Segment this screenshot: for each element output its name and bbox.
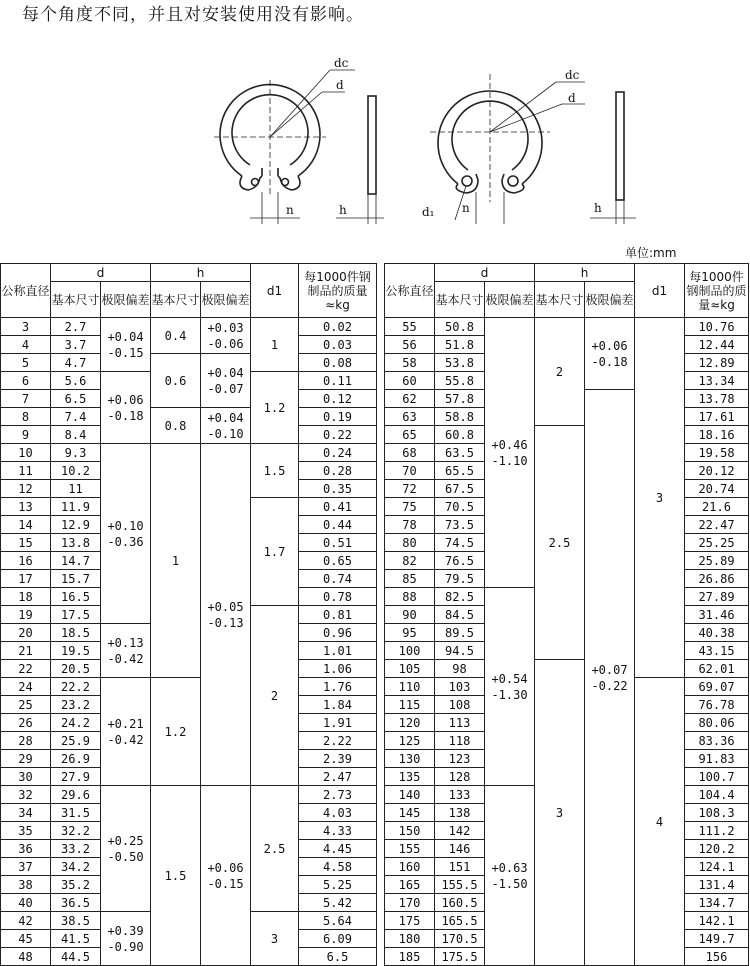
mass-cell: 0.65 — [299, 552, 377, 570]
mass-cell: 0.08 — [299, 354, 377, 372]
col-header-h-basic: 基本尺寸 — [151, 282, 201, 318]
nominal-diameter-cell: 60 — [385, 372, 435, 390]
d-basic-cell: 41.5 — [51, 930, 101, 948]
mass-cell: 142.1 — [685, 912, 749, 930]
nominal-diameter-cell: 78 — [385, 516, 435, 534]
col-header-h: h — [151, 264, 251, 282]
d1-cell: 3 — [635, 318, 685, 678]
d-basic-cell: 26.9 — [51, 750, 101, 768]
d-basic-cell: 98 — [435, 660, 485, 678]
d-basic-cell: 133 — [435, 786, 485, 804]
d-basic-cell: 25.9 — [51, 732, 101, 750]
nominal-diameter-cell: 16 — [1, 552, 51, 570]
nominal-diameter-cell: 34 — [1, 804, 51, 822]
d-basic-cell: 170.5 — [435, 930, 485, 948]
nominal-diameter-cell: 56 — [385, 336, 435, 354]
nominal-diameter-cell: 12 — [1, 480, 51, 498]
h-basic-cell: 2 — [535, 318, 585, 426]
nominal-diameter-cell: 30 — [1, 768, 51, 786]
nominal-diameter-cell: 105 — [385, 660, 435, 678]
nominal-diameter-cell: 28 — [1, 732, 51, 750]
h-tolerance-cell: +0.04 -0.07 — [201, 354, 251, 408]
mass-cell: 12.89 — [685, 354, 749, 372]
mass-cell: 131.4 — [685, 876, 749, 894]
d-tolerance-cell: +0.06 -0.18 — [101, 372, 151, 444]
nominal-diameter-cell: 65 — [385, 426, 435, 444]
nominal-diameter-cell: 35 — [1, 822, 51, 840]
mass-cell: 0.11 — [299, 372, 377, 390]
nominal-diameter-cell: 26 — [1, 714, 51, 732]
d-basic-cell: 12.9 — [51, 516, 101, 534]
nominal-diameter-cell: 63 — [385, 408, 435, 426]
nominal-diameter-cell: 80 — [385, 534, 435, 552]
d-basic-cell: 57.8 — [435, 390, 485, 408]
col-header-d: d — [51, 264, 151, 282]
d-basic-cell: 175.5 — [435, 948, 485, 966]
d-basic-cell: 32.2 — [51, 822, 101, 840]
d-basic-cell: 18.5 — [51, 624, 101, 642]
mass-cell: 120.2 — [685, 840, 749, 858]
mass-cell: 0.41 — [299, 498, 377, 516]
nominal-diameter-cell: 115 — [385, 696, 435, 714]
d-basic-cell: 4.7 — [51, 354, 101, 372]
h-tolerance-cell: +0.06 -0.18 — [585, 318, 635, 390]
mass-cell: 21.6 — [685, 498, 749, 516]
mass-cell: 156 — [685, 948, 749, 966]
mass-cell: 18.16 — [685, 426, 749, 444]
d-basic-cell: 24.2 — [51, 714, 101, 732]
nominal-diameter-cell: 20 — [1, 624, 51, 642]
mass-cell: 5.25 — [299, 876, 377, 894]
h-basic-cell: 1.2 — [151, 678, 201, 786]
mass-cell: 17.61 — [685, 408, 749, 426]
col-header-d-tol-right: 极限偏差 — [485, 282, 535, 318]
nominal-diameter-cell: 10 — [1, 444, 51, 462]
d-tolerance-cell: +0.46 -1.10 — [485, 318, 535, 588]
col-header-d-basic: 基本尺寸 — [51, 282, 101, 318]
d1-cell: 2.5 — [251, 786, 299, 912]
d-basic-cell: 108 — [435, 696, 485, 714]
nominal-diameter-cell: 100 — [385, 642, 435, 660]
mass-cell: 2.73 — [299, 786, 377, 804]
nominal-diameter-cell: 24 — [1, 678, 51, 696]
nominal-diameter-cell: 25 — [1, 696, 51, 714]
nominal-diameter-cell: 55 — [385, 318, 435, 336]
col-header-d-basic-right: 基本尺寸 — [435, 282, 485, 318]
d-basic-cell: 70.5 — [435, 498, 485, 516]
nominal-diameter-cell: 15 — [1, 534, 51, 552]
mass-cell: 0.12 — [299, 390, 377, 408]
d-basic-cell: 89.5 — [435, 624, 485, 642]
d-basic-cell: 16.5 — [51, 588, 101, 606]
d-basic-cell: 13.8 — [51, 534, 101, 552]
table-row — [1, 678, 749, 696]
d1-cell: 1.7 — [251, 498, 299, 606]
d-basic-cell: 36.5 — [51, 894, 101, 912]
h-tolerance-cell: +0.03 -0.06 — [201, 318, 251, 354]
d-basic-cell: 33.2 — [51, 840, 101, 858]
d-basic-cell: 6.5 — [51, 390, 101, 408]
label-d-left: d — [336, 78, 344, 92]
nominal-diameter-cell: 120 — [385, 714, 435, 732]
d1-cell: 1 — [251, 318, 299, 372]
col-header-h-right: h — [535, 264, 635, 282]
mass-cell: 43.15 — [685, 642, 749, 660]
d1-cell: 1.5 — [251, 444, 299, 498]
h-tolerance-cell: +0.06 -0.15 — [201, 786, 251, 966]
h-basic-cell: 2.5 — [535, 426, 585, 660]
mass-cell: 134.7 — [685, 894, 749, 912]
nominal-diameter-cell: 180 — [385, 930, 435, 948]
d-basic-cell: 50.8 — [435, 318, 485, 336]
col-header-nominal-right: 公称直径 — [385, 264, 435, 318]
nominal-diameter-cell: 62 — [385, 390, 435, 408]
col-header-d-right: d — [435, 264, 535, 282]
nominal-diameter-cell: 38 — [1, 876, 51, 894]
col-header-d1-right: d1 — [635, 264, 685, 318]
h-tolerance-cell: +0.07 -0.22 — [585, 390, 635, 966]
h-basic-cell: 0.6 — [151, 354, 201, 408]
d-basic-cell: 27.9 — [51, 768, 101, 786]
nominal-diameter-cell: 175 — [385, 912, 435, 930]
d-basic-cell: 9.3 — [51, 444, 101, 462]
col-header-d-tol: 极限偏差 — [101, 282, 151, 318]
nominal-diameter-cell: 36 — [1, 840, 51, 858]
d-basic-cell: 15.7 — [51, 570, 101, 588]
nominal-diameter-cell: 150 — [385, 822, 435, 840]
d-tolerance-cell: +0.13 -0.42 — [101, 624, 151, 678]
d-basic-cell: 58.8 — [435, 408, 485, 426]
mass-cell: 91.83 — [685, 750, 749, 768]
mass-cell: 0.78 — [299, 588, 377, 606]
d-basic-cell: 76.5 — [435, 552, 485, 570]
col-header-mass: 每1000件钢制品的质量≈kg — [299, 264, 377, 318]
nominal-diameter-cell: 8 — [1, 408, 51, 426]
nominal-diameter-cell: 90 — [385, 606, 435, 624]
d-basic-cell: 165.5 — [435, 912, 485, 930]
mass-cell: 108.3 — [685, 804, 749, 822]
mass-cell: 4.03 — [299, 804, 377, 822]
d-basic-cell: 22.2 — [51, 678, 101, 696]
mass-cell: 19.58 — [685, 444, 749, 462]
mass-cell: 104.4 — [685, 786, 749, 804]
nominal-diameter-cell: 4 — [1, 336, 51, 354]
nominal-diameter-cell: 185 — [385, 948, 435, 966]
retaining-ring-diagram — [0, 52, 750, 242]
h-basic-cell: 3 — [535, 660, 585, 966]
d-basic-cell: 11 — [51, 480, 101, 498]
d-basic-cell: 94.5 — [435, 642, 485, 660]
nominal-diameter-cell: 165 — [385, 876, 435, 894]
d-basic-cell: 113 — [435, 714, 485, 732]
mass-cell: 5.64 — [299, 912, 377, 930]
d-basic-cell: 118 — [435, 732, 485, 750]
nominal-diameter-cell: 88 — [385, 588, 435, 606]
d-basic-cell: 123 — [435, 750, 485, 768]
d-tolerance-cell: +0.63 -1.50 — [485, 786, 535, 966]
d-basic-cell: 65.5 — [435, 462, 485, 480]
mass-cell: 10.76 — [685, 318, 749, 336]
nominal-diameter-cell: 135 — [385, 768, 435, 786]
nominal-diameter-cell: 13 — [1, 498, 51, 516]
label-d1-right: d₁ — [422, 205, 435, 219]
d-basic-cell: 3.7 — [51, 336, 101, 354]
d-basic-cell: 19.5 — [51, 642, 101, 660]
d-basic-cell: 79.5 — [435, 570, 485, 588]
d-basic-cell: 11.9 — [51, 498, 101, 516]
mass-cell: 0.19 — [299, 408, 377, 426]
d-basic-cell: 51.8 — [435, 336, 485, 354]
nominal-diameter-cell: 155 — [385, 840, 435, 858]
col-header-mass-right: 每1000件钢制品的质量≈kg — [685, 264, 749, 318]
d-basic-cell: 34.2 — [51, 858, 101, 876]
mass-cell: 13.34 — [685, 372, 749, 390]
mass-cell: 0.35 — [299, 480, 377, 498]
d-basic-cell: 8.4 — [51, 426, 101, 444]
nominal-diameter-cell: 130 — [385, 750, 435, 768]
d-basic-cell: 160.5 — [435, 894, 485, 912]
nominal-diameter-cell: 140 — [385, 786, 435, 804]
mass-cell: 1.01 — [299, 642, 377, 660]
dimension-table — [0, 263, 749, 966]
mass-cell: 1.91 — [299, 714, 377, 732]
d-basic-cell: 146 — [435, 840, 485, 858]
label-dc-right: dc — [565, 68, 580, 82]
col-header-nominal: 公称直径 — [1, 264, 51, 318]
mass-cell: 26.86 — [685, 570, 749, 588]
nominal-diameter-cell: 95 — [385, 624, 435, 642]
d1-cell: 4 — [635, 678, 685, 966]
h-basic-cell: 0.8 — [151, 408, 201, 444]
nominal-diameter-cell: 160 — [385, 858, 435, 876]
d-tolerance-cell: +0.10 -0.36 — [101, 444, 151, 624]
mass-cell: 2.47 — [299, 768, 377, 786]
mass-cell: 80.06 — [685, 714, 749, 732]
mass-cell: 0.44 — [299, 516, 377, 534]
mass-cell: 76.78 — [685, 696, 749, 714]
d-basic-cell: 5.6 — [51, 372, 101, 390]
nominal-diameter-cell: 14 — [1, 516, 51, 534]
mass-cell: 22.47 — [685, 516, 749, 534]
d-basic-cell: 14.7 — [51, 552, 101, 570]
d-basic-cell: 38.5 — [51, 912, 101, 930]
nominal-diameter-cell: 29 — [1, 750, 51, 768]
nominal-diameter-cell: 11 — [1, 462, 51, 480]
mass-cell: 0.74 — [299, 570, 377, 588]
nominal-diameter-cell: 9 — [1, 426, 51, 444]
table-row — [1, 318, 749, 336]
d-tolerance-cell: +0.04 -0.15 — [101, 318, 151, 372]
h-basic-cell: 1.5 — [151, 786, 201, 966]
mass-cell: 2.22 — [299, 732, 377, 750]
d-basic-cell: 63.5 — [435, 444, 485, 462]
d-basic-cell: 35.2 — [51, 876, 101, 894]
d-basic-cell: 151 — [435, 858, 485, 876]
d1-cell: 2 — [251, 606, 299, 786]
d-basic-cell: 53.8 — [435, 354, 485, 372]
mass-cell: 1.06 — [299, 660, 377, 678]
mass-cell: 4.58 — [299, 858, 377, 876]
mass-cell: 40.38 — [685, 624, 749, 642]
nominal-diameter-cell: 68 — [385, 444, 435, 462]
mass-cell: 6.5 — [299, 948, 377, 966]
col-header-d1: d1 — [251, 264, 299, 318]
nominal-diameter-cell: 70 — [385, 462, 435, 480]
label-n-left: n — [286, 203, 294, 217]
mass-cell: 1.84 — [299, 696, 377, 714]
nominal-diameter-cell: 42 — [1, 912, 51, 930]
mass-cell: 0.03 — [299, 336, 377, 354]
mass-cell: 4.45 — [299, 840, 377, 858]
mass-cell: 1.76 — [299, 678, 377, 696]
h-basic-cell: 0.4 — [151, 318, 201, 354]
nominal-diameter-cell: 37 — [1, 858, 51, 876]
d-tolerance-cell: +0.54 -1.30 — [485, 588, 535, 786]
nominal-diameter-cell: 110 — [385, 678, 435, 696]
d-basic-cell: 23.2 — [51, 696, 101, 714]
d-basic-cell: 74.5 — [435, 534, 485, 552]
mass-cell: 0.24 — [299, 444, 377, 462]
nominal-diameter-cell: 170 — [385, 894, 435, 912]
d-basic-cell: 138 — [435, 804, 485, 822]
mass-cell: 0.28 — [299, 462, 377, 480]
label-d-right: d — [568, 91, 576, 105]
mass-cell: 6.09 — [299, 930, 377, 948]
col-header-h-tol-right: 极限偏差 — [585, 282, 635, 318]
d-basic-cell: 44.5 — [51, 948, 101, 966]
mass-cell: 13.78 — [685, 390, 749, 408]
d-basic-cell: 84.5 — [435, 606, 485, 624]
d-basic-cell: 82.5 — [435, 588, 485, 606]
mass-cell: 0.22 — [299, 426, 377, 444]
label-h-left: h — [339, 203, 347, 217]
d-basic-cell: 128 — [435, 768, 485, 786]
d-basic-cell: 55.8 — [435, 372, 485, 390]
table-gap — [377, 264, 385, 966]
unit-label: 单位:mm — [625, 246, 677, 260]
nominal-diameter-cell: 45 — [1, 930, 51, 948]
d-basic-cell: 67.5 — [435, 480, 485, 498]
mass-cell: 62.01 — [685, 660, 749, 678]
mass-cell: 0.81 — [299, 606, 377, 624]
nominal-diameter-cell: 7 — [1, 390, 51, 408]
d-basic-cell: 2.7 — [51, 318, 101, 336]
mass-cell: 4.33 — [299, 822, 377, 840]
mass-cell: 20.74 — [685, 480, 749, 498]
mass-cell: 25.25 — [685, 534, 749, 552]
nominal-diameter-cell: 75 — [385, 498, 435, 516]
label-dc-left: dc — [334, 56, 349, 70]
nominal-diameter-cell: 32 — [1, 786, 51, 804]
nominal-diameter-cell: 5 — [1, 354, 51, 372]
d-basic-cell: 20.5 — [51, 660, 101, 678]
mass-cell: 0.51 — [299, 534, 377, 552]
mass-cell: 100.7 — [685, 768, 749, 786]
mass-cell: 69.07 — [685, 678, 749, 696]
col-header-h-tol: 极限偏差 — [201, 282, 251, 318]
mass-cell: 20.12 — [685, 462, 749, 480]
nominal-diameter-cell: 145 — [385, 804, 435, 822]
d-basic-cell: 17.5 — [51, 606, 101, 624]
nominal-diameter-cell: 58 — [385, 354, 435, 372]
mass-cell: 149.7 — [685, 930, 749, 948]
nominal-diameter-cell: 40 — [1, 894, 51, 912]
d-basic-cell: 103 — [435, 678, 485, 696]
col-header-h-basic-right: 基本尺寸 — [535, 282, 585, 318]
label-n-right: n — [462, 201, 470, 215]
nominal-diameter-cell: 6 — [1, 372, 51, 390]
nominal-diameter-cell: 125 — [385, 732, 435, 750]
nominal-diameter-cell: 18 — [1, 588, 51, 606]
d-tolerance-cell: +0.21 -0.42 — [101, 678, 151, 786]
mass-cell: 83.36 — [685, 732, 749, 750]
d-basic-cell: 7.4 — [51, 408, 101, 426]
mass-cell: 31.46 — [685, 606, 749, 624]
mass-cell: 25.89 — [685, 552, 749, 570]
nominal-diameter-cell: 22 — [1, 660, 51, 678]
mass-cell: 27.89 — [685, 588, 749, 606]
header-note: 每个角度不同，并且对安装使用没有影响。 — [22, 5, 364, 25]
mass-cell: 12.44 — [685, 336, 749, 354]
nominal-diameter-cell: 85 — [385, 570, 435, 588]
mass-cell: 124.1 — [685, 858, 749, 876]
nominal-diameter-cell: 17 — [1, 570, 51, 588]
d-basic-cell: 142 — [435, 822, 485, 840]
mass-cell: 111.2 — [685, 822, 749, 840]
nominal-diameter-cell: 19 — [1, 606, 51, 624]
mass-cell: 5.42 — [299, 894, 377, 912]
mass-cell: 0.02 — [299, 318, 377, 336]
d-basic-cell: 155.5 — [435, 876, 485, 894]
label-h-right: h — [594, 201, 602, 215]
d-basic-cell: 31.5 — [51, 804, 101, 822]
d-basic-cell: 60.8 — [435, 426, 485, 444]
d1-cell: 1.2 — [251, 372, 299, 444]
d-tolerance-cell: +0.25 -0.50 — [101, 786, 151, 912]
nominal-diameter-cell: 3 — [1, 318, 51, 336]
h-tolerance-cell: +0.05 -0.13 — [201, 444, 251, 786]
d-basic-cell: 10.2 — [51, 462, 101, 480]
h-tolerance-cell: +0.04 -0.10 — [201, 408, 251, 444]
nominal-diameter-cell: 21 — [1, 642, 51, 660]
d-basic-cell: 73.5 — [435, 516, 485, 534]
nominal-diameter-cell: 72 — [385, 480, 435, 498]
h-basic-cell: 1 — [151, 444, 201, 678]
d-tolerance-cell: +0.39 -0.90 — [101, 912, 151, 966]
d-basic-cell: 29.6 — [51, 786, 101, 804]
d1-cell: 3 — [251, 912, 299, 966]
nominal-diameter-cell: 48 — [1, 948, 51, 966]
nominal-diameter-cell: 82 — [385, 552, 435, 570]
mass-cell: 0.96 — [299, 624, 377, 642]
mass-cell: 2.39 — [299, 750, 377, 768]
